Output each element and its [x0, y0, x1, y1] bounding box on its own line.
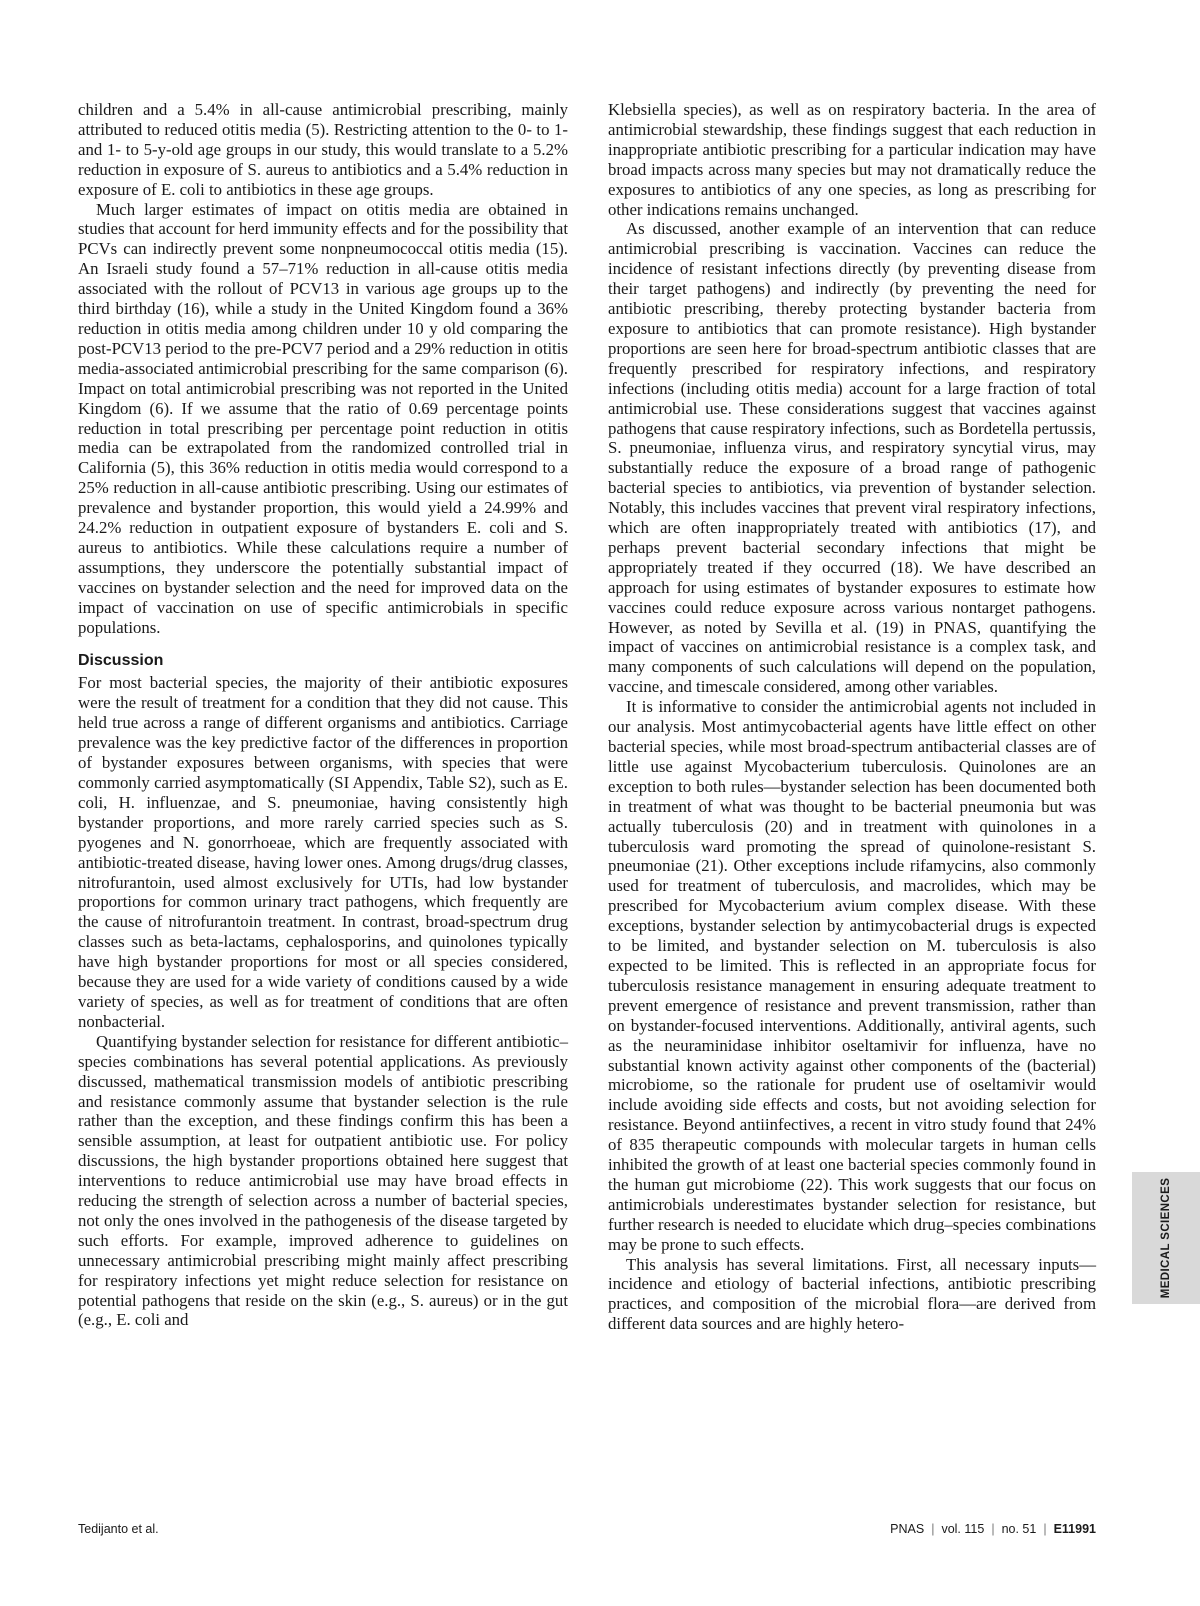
page-footer: [78, 1522, 1096, 1542]
section-heading-discussion: Discussion: [78, 652, 164, 670]
paragraph: As discussed, another example of an intervention that can reduce antimicrobial prescribing is vaccination. Vaccines can reduce the incidence of resistant infections directly (by preventing disease from their target pathogens) and indirectly (by preventing the need for antibiotic prescribing, thereby protecting bystander bacteria from exposure to antibiotics that can promote resistance). High bystander proportions are seen here for broad-spectrum antibiotic classes that are frequently prescribed for respiratory infections, and respiratory infections (including otitis media) account for a large fraction of total antimicrobial use. These considerations suggest that vaccines against pathogens that cause respiratory infections, such as Bordetella pertussis, S. pneumoniae, influenza virus, and respiratory syncytial virus, may substantially reduce the exposure of a broad range of pathogenic bacterial species to antibiotics, via prevention of bystander selection. Notably, this includes vaccines that prevent viral respiratory infections, which are often inappropriately treated with antibiotics (17), and perhaps prevent bacterial secondary infections that might be appropriately treated if they occurred (18). We have described an approach for using estimates of bystander exposures to estimate how vaccines could reduce exposure across various nontarget pathogens. However, as noted by Sevilla et al. (19) in PNAS, quantifying the impact of vaccines on antimicrobial resistance is a complex task, and many components of such calculations will depend on the population, vaccine, and timescale considered, among other variables.: [608, 219, 1096, 697]
paragraph: For most bacterial species, the majority of their antibiotic exposures were the result of treatment for a condition that they did not cause. This held true across a range of different organisms and antibiotics. Carriage prevalence was the key predictive factor of the differences in proportion of bystander exposures between organisms, with species that were commonly carried asymptomatically (SI Appendix, Table S2), such as E. coli, H. influenzae, and S. pneumoniae, having consistently high bystander proportions, and more rarely carried species such as S. pyogenes and N. gonorrhoeae, which are frequently associated with antibiotic-treated disease, having lower ones. Among drugs/drug classes, nitrofurantoin, used almost exclusively for UTIs, had low bystander proportions for common urinary tract pathogens, which frequently are the cause of nitrofurantoin treatment. In contrast, broad-spectrum drug classes such as beta-lactams, cephalosporins, and quinolones typically have high bystander proportions for most or all species considered, because they are used for a wide variety of conditions caused by a wide variety of species, as well as for treatment of conditions that are often nonbacterial.: [78, 673, 568, 1031]
footer-authors: Tedijanto et al.: [78, 1522, 159, 1536]
footer-journal: PNAS: [890, 1522, 925, 1536]
paragraph: children and a 5.4% in all-cause antimicrobial prescribing, mainly attributed to reduced otitis media (5). Restricting attention to the 0- to 1- and 1- to 5-y-old age groups in our study, this would translate to a 5.2% reduction in exposure of S. aureus to antibiotics and a 5.4% reduction in exposure of E. coli to antibiotics in these age groups.: [78, 100, 568, 199]
paragraph: Quantifying bystander selection for resistance for different antibiotic–species combinations has several potential applications. As previously discussed, mathematical transmission models of antibiotic prescribing and resistance commonly assume that bystander selection is the rule rather than the exception, and these findings confirm this has been a sensible assumption, at least for outpatient antibiotic use. For policy discussions, the high bystander proportions obtained here suggest that interventions to reduce antimicrobial use may have broad effects in reducing the strength of selection across a number of bacterial species, not only the ones involved in the pathogenesis of the disease targeted by such efforts. For example, improved adherence to guidelines on unnecessary antimicrobial prescribing might mainly affect prescribing for respiratory infections yet might reduce selection for resistance on potential pathogens that reside on the skin (e.g., S. aureus) or in the gut (e.g., E. coli and: [78, 1031, 568, 1330]
paragraph: It is informative to consider the antimicrobial agents not included in our analysis. Most antimycobacterial agents have little effect on other bacterial species, while most broad-spectrum antibacterial classes are of little use against Mycobacterium tuberculosis. Quinolones are an exception to both rules—bystander selection has been documented both in treatment of what was thought to be bacterial pneumonia but was actually tuberculosis (20) and in treatment with quinolones in a tuberculosis ward promoting the spread of quinolone-resistant S. pneumoniae (21). Other exceptions include rifamycins, also commonly used for treatment of tuberculosis, and macrolides, which may be prescribed for Mycobacterium avium complex disease. With these exceptions, bystander selection by antimycobacterial drugs is expected to be limited, and bystander selection on M. tuberculosis is also expected to be limited. This is reflected in an appropriate focus for tuberculosis resistance management in ensuring adequate treatment to prevent emergence of resistance and prevent transmission, rather than on bystander-focused interventions. Additionally, antiviral agents, such as the neuraminidase inhibitor oseltamivir for influenza, have no substantial known activity against other components of the (bacterial) microbiome, so the rationale for prudent use of oseltamivir would include avoiding side effects and costs, but not avoiding selection for resistance. Beyond antiinfectives, a recent in vitro study found that 24% of 835 therapeutic compounds with molecular targets in human cells inhibited the growth of at least one bacterial species commonly found in the human gut microbiome (22). This work suggests that our focus on antimicrobials underestimates bystander selection for resistance, but further research is needed to elucidate which drug–species combinations may be prone to such effects.: [608, 697, 1096, 1254]
section-side-tab: [1132, 1172, 1200, 1304]
footer-volume: vol. 115: [941, 1522, 985, 1536]
paragraph: Klebsiella species), as well as on respiratory bacteria. In the area of antimicrobial stewardship, these findings suggest that each reduction in inappropriate antibiotic prescribing for a particular indication may have broad impacts across many species but may not dramatically reduce the exposures to antibiotics of any one species, as long as prescribing for other indications remains unchanged.: [608, 100, 1096, 219]
left-column: [78, 100, 568, 1330]
footer-separator: |: [1043, 1522, 1047, 1536]
paragraph: Much larger estimates of impact on otitis media are obtained in studies that account for herd immunity effects and for the possibility that PCVs can indirectly prevent some nonpneumococcal otitis media (15). An Israeli study found a 57–71% reduction in all-cause otitis media associated with the rollout of PCV13 in various age groups up to the third birthday (16), while a study in the United Kingdom found a 36% reduction in otitis media among children under 10 y old comparing the post-PCV13 period to the pre-PCV7 period and a 29% reduction in otitis media-associated antimicrobial prescribing for the same comparison (6). Impact on total antimicrobial prescribing was not reported in the United Kingdom (6). If we assume that the ratio of 0.69 percentage points reduction in total prescribing per percentage point reduction in otitis media can be extrapolated from the randomized controlled trial in California (5), this 36% reduction in otitis media would correspond to a 25% reduction in all-cause antibiotic prescribing. Using our estimates of prevalence and bystander proportion, this would yield a 24.99% and 24.2% reduction in outpatient exposure of bystanders E. coli and S. aureus to antibiotics. While these calculations require a number of assumptions, they underscore the potentially substantial impact of vaccines on bystander selection and the need for improved data on the impact of vaccination on use of specific antimicrobials in specific populations.: [78, 199, 568, 637]
footer-separator: |: [931, 1522, 935, 1536]
footer-issue: no. 51: [1001, 1522, 1037, 1536]
paragraph: This analysis has several limitations. First, all necessary inputs—incidence and etiology of bacterial infections, antibiotic prescribing practices, and composition of the microbial flora—are derived from different data sources and are highly hetero-: [608, 1254, 1096, 1334]
right-column: [608, 100, 1096, 1334]
side-tab-label: MEDICAL SCIENCES: [1160, 1177, 1172, 1299]
footer-page-number: E11991: [1053, 1522, 1096, 1536]
footer-separator: |: [991, 1522, 995, 1536]
footer-citation: [890, 1522, 1096, 1536]
